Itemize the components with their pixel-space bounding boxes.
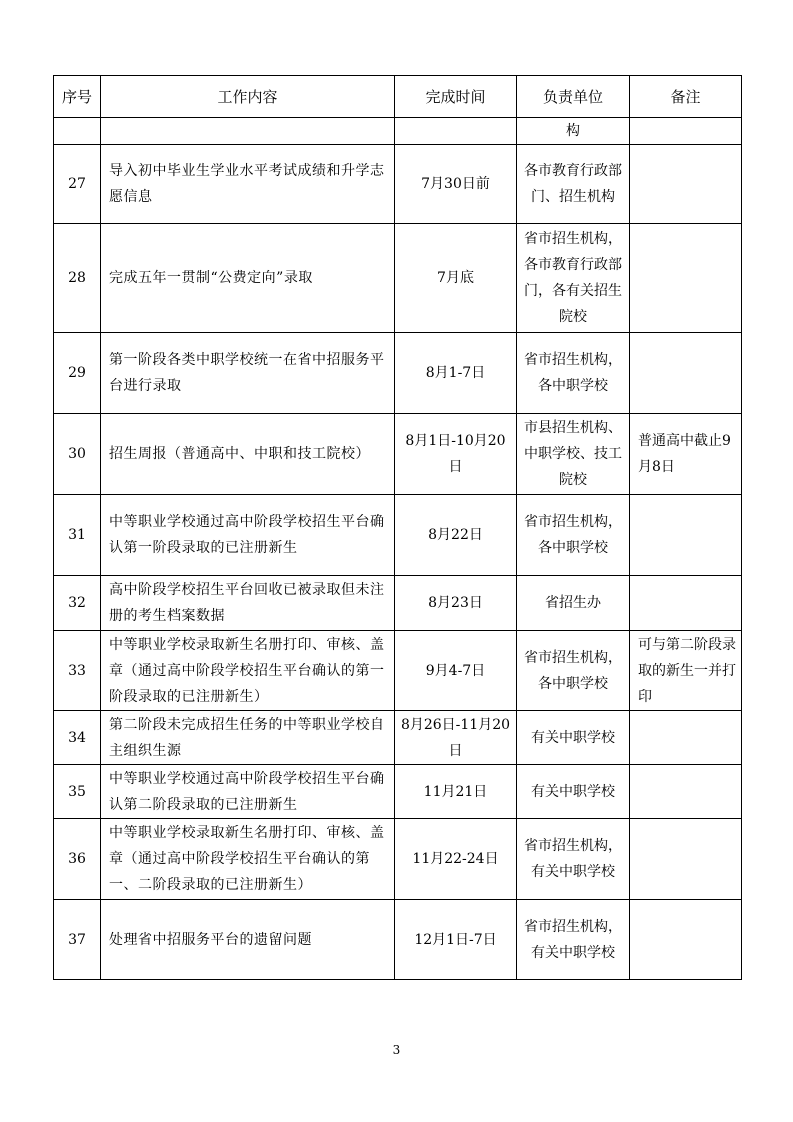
cell-no: 28 bbox=[54, 224, 101, 333]
cell-note bbox=[630, 224, 742, 333]
cell-unit: 省市招生机构，各中职学校 bbox=[517, 333, 630, 414]
schedule-table bbox=[53, 75, 742, 980]
cell-time: 11月22-24日 bbox=[395, 819, 517, 900]
cell-note bbox=[630, 495, 742, 576]
cell-task: 导入初中毕业生学业水平考试成绩和升学志愿信息 bbox=[101, 145, 395, 224]
cell-task: 中等职业学校通过高中阶段学校招生平台确认第一阶段录取的已注册新生 bbox=[101, 495, 395, 576]
cell-task: 第一阶段各类中职学校统一在省中招服务平台进行录取 bbox=[101, 333, 395, 414]
cell-time: 8月22日 bbox=[395, 495, 517, 576]
header-note: 备注 bbox=[630, 76, 742, 118]
header-row bbox=[54, 76, 742, 118]
cell-note bbox=[630, 711, 742, 765]
cell-note: 普通高中截止9月8日 bbox=[630, 414, 742, 495]
cell-time: 9月4-7日 bbox=[395, 631, 517, 711]
cell-task: 处理省中招服务平台的遗留问题 bbox=[101, 900, 395, 980]
header-task: 工作内容 bbox=[101, 76, 395, 118]
cell-no bbox=[54, 118, 101, 145]
cell-unit: 省市招生机构，有关中职学校 bbox=[517, 819, 630, 900]
table-row bbox=[54, 765, 742, 819]
cell-time: 7月底 bbox=[395, 224, 517, 333]
cell-task: 中等职业学校录取新生名册打印、审核、盖章（通过高中阶段学校招生平台确认的第一阶段录取的已注册新生） bbox=[101, 631, 395, 711]
header-unit: 负责单位 bbox=[517, 76, 630, 118]
table-row bbox=[54, 576, 742, 631]
cell-unit: 省市招生机构，各中职学校 bbox=[517, 631, 630, 711]
header-no: 序号 bbox=[54, 76, 101, 118]
cell-unit: 省招生办 bbox=[517, 576, 630, 631]
table-row bbox=[54, 145, 742, 224]
table-row bbox=[54, 414, 742, 495]
table-row bbox=[54, 900, 742, 980]
cell-time: 8月1-7日 bbox=[395, 333, 517, 414]
header-time: 完成时间 bbox=[395, 76, 517, 118]
cell-unit: 各市教育行政部门、招生机构 bbox=[517, 145, 630, 224]
cell-unit: 省市招生机构，有关中职学校 bbox=[517, 900, 630, 980]
table-row bbox=[54, 711, 742, 765]
cell-task: 第二阶段未完成招生任务的中等职业学校自主组织生源 bbox=[101, 711, 395, 765]
cell-note bbox=[630, 765, 742, 819]
cell-unit: 市县招生机构、中职学校、技工院校 bbox=[517, 414, 630, 495]
cell-no: 27 bbox=[54, 145, 101, 224]
cell-no: 32 bbox=[54, 576, 101, 631]
cell-task: 招生周报（普通高中、中职和技工院校） bbox=[101, 414, 395, 495]
cell-note bbox=[630, 576, 742, 631]
table-row bbox=[54, 631, 742, 711]
table-row bbox=[54, 333, 742, 414]
cell-time: 11月21日 bbox=[395, 765, 517, 819]
cell-no: 36 bbox=[54, 819, 101, 900]
continuation-row bbox=[54, 118, 742, 145]
cell-no: 35 bbox=[54, 765, 101, 819]
cell-no: 29 bbox=[54, 333, 101, 414]
cell-time bbox=[395, 118, 517, 145]
cell-time: 8月1日-10月20日 bbox=[395, 414, 517, 495]
cell-task: 完成五年一贯制“公费定向”录取 bbox=[101, 224, 395, 333]
cell-time: 12月1日-7日 bbox=[395, 900, 517, 980]
cell-unit: 构 bbox=[517, 118, 630, 145]
cell-note bbox=[630, 118, 742, 145]
cell-note bbox=[630, 145, 742, 224]
cell-unit: 有关中职学校 bbox=[517, 711, 630, 765]
cell-no: 37 bbox=[54, 900, 101, 980]
cell-task: 中等职业学校通过高中阶段学校招生平台确认第二阶段录取的已注册新生 bbox=[101, 765, 395, 819]
cell-unit: 有关中职学校 bbox=[517, 765, 630, 819]
cell-time: 8月23日 bbox=[395, 576, 517, 631]
table-row bbox=[54, 224, 742, 333]
cell-task: 中等职业学校录取新生名册打印、审核、盖章（通过高中阶段学校招生平台确认的第一、二阶段录取的已注册新生） bbox=[101, 819, 395, 900]
cell-no: 30 bbox=[54, 414, 101, 495]
cell-no: 31 bbox=[54, 495, 101, 576]
cell-no: 34 bbox=[54, 711, 101, 765]
cell-time: 7月30日前 bbox=[395, 145, 517, 224]
cell-unit: 省市招生机构，各中职学校 bbox=[517, 495, 630, 576]
cell-task bbox=[101, 118, 395, 145]
cell-unit: 省市招生机构，各市教育行政部门，各有关招生院校 bbox=[517, 224, 630, 333]
cell-task: 高中阶段学校招生平台回收已被录取但未注册的考生档案数据 bbox=[101, 576, 395, 631]
page-number: 3 bbox=[392, 1043, 401, 1057]
cell-note bbox=[630, 819, 742, 900]
table-row bbox=[54, 819, 742, 900]
cell-note: 可与第二阶段录取的新生一并打印 bbox=[630, 631, 742, 711]
cell-note bbox=[630, 900, 742, 980]
cell-time: 8月26日-11月20日 bbox=[395, 711, 517, 765]
table-row bbox=[54, 495, 742, 576]
cell-no: 33 bbox=[54, 631, 101, 711]
cell-note bbox=[630, 333, 742, 414]
